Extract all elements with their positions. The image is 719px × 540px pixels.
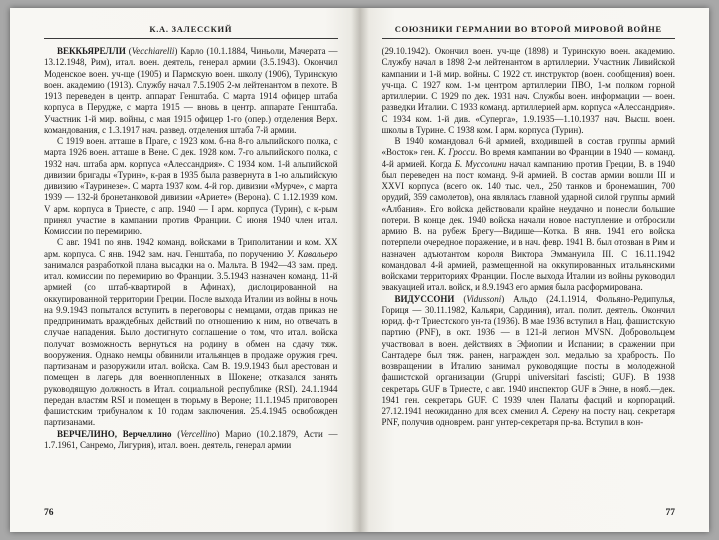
text-run: Vidussoni bbox=[466, 293, 502, 304]
right-header-rule bbox=[382, 38, 676, 39]
left-header-rule bbox=[44, 38, 338, 39]
text-run: занимался разработкой плана высадки на о. Мальта. В 1942—43 зам. пред. итал. комиссии по перемирию во Франции. 3.5.1943 назначен команд. 11-й армией (со штаб-квартирой в Афинах), дислоцированной на оккупированной территории Греции. После выхода Италии из войны в ночь на 9.9.1943 попытался вступить в переговоры с немцами, отдав приказ не предпринимать враждебных действий по отношению к ним, но отвечать в случае нападения. Было достигнуто соглашение о том, что итал. войска получат возможность вернуться на родину в обмен на сдачу тяж. вооружения. Однако немцы обвинили итальянцев в продаже оружия греч. партизанам и разоружили итал. войска. Сам В. 19.9.1943 был арестован и помещен в лагерь для военнопленных в Шокене; отказался занять руководящую должность в Итал. социальной республике (RSI). 24.1.1944 передан властям RSI и помещен в тюрьму в Вероне; 11.1.1945 приговорен фашистским трибуналом к 10 годам заключения. 25.4.1945 освобожден партизанами. bbox=[44, 259, 338, 428]
text-run: С авг. 1941 по янв. 1942 команд. войсками в Триполитании и ком. XX арм. корпуса. С янв. 1942 зам. нач. Генштаба, по поручению bbox=[44, 237, 338, 259]
text-run: (29.10.1942). Окончил воен. уч-ще (1898) и Туринскую воен. академию. Службу начал в 1898 2-м лейтенантом в артиллерии. Участник Ливийской кампании и 1-й мир. войны. С 1922 ст. инструктор (воен. сообщения) воен. уч-ща. С 1927 ком. 1-м центром артиллерии ПВО, 1-м полком горной артиллерии. С 1929 по дек. 1931 нач. Службы воен. информации — воен. разведки Италии. С 1933 команд. артиллерией арм. корпуса «Алессандрия». С 1934 ком. 1-й див. «Суперга», 1.9.1935—1.10.1937 нач. Высш. воен. школы в Турине. С 1938 ком. I арм. корпуса (Турин). bbox=[381, 46, 675, 135]
text-run: ) Марио (10.2.1879, Асти — 1.7.1961, Санремо, Лигурия), итал. воен. деятель, генерал армии bbox=[44, 428, 338, 450]
text-run: ( bbox=[171, 428, 181, 439]
text-run: ) Альдо (24.1.1914, Фольяно-Редипулья, Гориця — 30.11.1982, Кальяри, Сардиния), итал. полит. деятель. Окончил юрид. ф-т Триестского ун-та (1936). В мае 1936 вступил в Нац. фашистскую партию (PNF), в окт. 1936 — в 121-й легион MVSN. Добровольцем участвовал в воен. действиях в Эфиопии и Испании; в сражении при Сантадере был тяж. ранен, награжден зол. медалью за храбрость. По возвращении в Италию занимал руководящие посты в молодежной фашистской организации (Gruppi universitari fascisti; GUF). В 1938 секретарь GUF в Триесте, с авг. 1940 инспектор GUF в Энне, в нояб.—дек. 1941 ген. секретарь GUF. С 1939 член Палаты фасций и корпораций. 27.12.1941 неожиданно для всех сменил bbox=[381, 293, 675, 416]
right-running-head: СОЮЗНИКИ ГЕРМАНИИ ВО ВТОРОЙ МИРОВОЙ ВОЙНЕ bbox=[394, 24, 662, 34]
text-run: А. Серену bbox=[541, 406, 580, 416]
paragraph bbox=[382, 46, 676, 136]
paragraph bbox=[44, 136, 338, 237]
text-run: на посту нац. секретаря PNF, получив одноврем. ранг унтер-секретаря пр-ва. Вступил в кон- bbox=[381, 406, 675, 428]
left-page-body bbox=[44, 46, 338, 504]
left-page bbox=[10, 8, 360, 532]
right-page-number: 77 bbox=[665, 508, 675, 518]
text-run: начал кампанию против Греции, В. в 1940 был переведен на пост команд. 9-й армией. В состав армии вошли III и XXVI корпуса (всего ок. 140 тыс. чел., 250 танков и бронемашин, 700 орудий, 359 самолетов), она являлась главной ударной силой группы армий «Албания». Его войска действовали крайне неудачно и понесли большие потери. В конце дек. 1940 войска начали новое наступление и отбросили армию В. на рубеж Брегу—Видише—Котка. В янв. 1941 его войска потерпели очередное поражение, и в нач. февр. 1941 В. был отозван в Рим и назначен адъютантом короля Виктора Эммануила III. С 16.11.1942 командовал 4-й армией, размещенной на оккупированных итальянскими войсками территориях Франции. После выхода Италии из войны руководил эвакуацией итал. войск, и 8.9.1943 его армия была расформирована. bbox=[381, 158, 675, 293]
text-run: ) Карло (10.1.1884, Чиньоли, Мачерата — 13.12.1948, Рим), итал. воен. деятель, генерал армии (3.5.1943). Окончил Моденское воен. уч-ще (1905) и Пармскую воен. школу (1906), Туринскую воен. академию (1913). Службу начал 7.5.1905 2-м лейтенантом в пехоте. В 1913 переведен в центр. аппарат Генштаба. С марта 1914 офицер штаба корпуса в Перудже, с марта 1915 — вновь в центр. аппарате Генштаба. Участник 1-й мир. войны, с мая 1915 офицер 1-го (опер.) отделения Верх. командования, с 1.3.1917 нач. развед. отделения штаба 7-й армии. bbox=[44, 46, 338, 135]
paragraph bbox=[44, 46, 338, 136]
left-running-head: К.А. ЗАЛЕССКИЙ bbox=[149, 24, 233, 34]
paragraph bbox=[44, 237, 338, 428]
text-run: ВЕРЧЕЛИНО, Верчеллино bbox=[57, 428, 172, 439]
text-run: ВЕККЬЯРЕЛЛИ bbox=[57, 46, 126, 56]
paragraph bbox=[382, 136, 676, 294]
right-page-body bbox=[382, 46, 676, 504]
text-run: . Во время кампании во Франции в 1940 — команд. 4-й армией. Когда bbox=[381, 147, 675, 169]
text-run: ( bbox=[454, 293, 467, 304]
text-run: Б. Муссолини bbox=[454, 158, 507, 169]
text-run: ( bbox=[125, 46, 132, 56]
right-page bbox=[360, 8, 710, 532]
text-run: У. Кавальеро bbox=[286, 248, 338, 259]
text-run: Vercellino bbox=[180, 428, 217, 439]
text-run: С 1919 воен. атташе в Праге, с 1923 ком. б-на 8-го альпийского полка, с марта 1926 воен. атташе в Вене. С дек. 1928 ком. 7-го альпийского полка, с 1932 нач. штаба арм. корпуса «Алессандрия». С 1934 ком. 1-й альпийской дивизии бригады «Турин», к-рая в 1935 была развернута в 1-ю альпийскую дивизию «Тауринезе». С марта 1937 ком. 4-й гор. дивизии «Мурче», с марта 1939 — 132-й бронетанковой дивизии «Ариете» (Верона). С 1.12.1939 ком. V арм. корпуса в Триесте, с апр. 1940 — I арм. корпуса (Турин), с к-рым принял участие в кампании против Франции. С июня 1940 член итал. Комиссии по перемирию. bbox=[44, 136, 338, 236]
page-spread bbox=[10, 8, 709, 532]
paragraph bbox=[44, 429, 338, 452]
text-run: В 1940 командовал 6-й армией, входившей в состав группы армий «Восток» ген. bbox=[381, 136, 675, 158]
text-run: ВИДУССОНИ bbox=[394, 293, 455, 304]
text-run: Vecchiarelli bbox=[131, 46, 175, 56]
paragraph bbox=[382, 294, 676, 429]
left-page-number: 76 bbox=[44, 508, 54, 518]
text-run: К. Гросси bbox=[437, 147, 475, 158]
